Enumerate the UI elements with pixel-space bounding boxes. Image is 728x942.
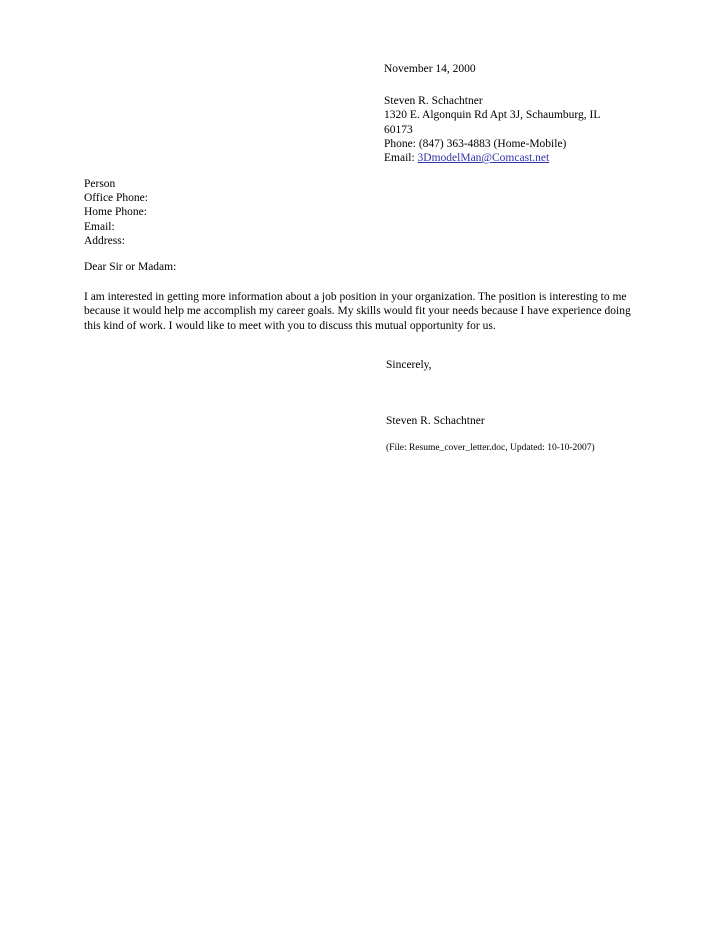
letter-date: November 14, 2000: [384, 63, 476, 75]
sender-email-label: Email:: [384, 152, 415, 165]
recipient-office-phone: Office Phone:: [84, 192, 148, 205]
signature-name: Steven R. Schachtner: [386, 415, 485, 427]
sender-phone: Phone: (847) 363-4883 (Home-Mobile): [384, 137, 567, 150]
file-note: (File: Resume_cover_letter.doc, Updated: 10-10-2007): [386, 443, 595, 453]
recipient-address: Address:: [84, 234, 125, 247]
recipient-block: [84, 177, 148, 248]
sender-email-line: [384, 151, 684, 165]
sender-name: Steven R. Schachtner: [384, 95, 483, 108]
recipient-home-phone: Home Phone:: [84, 206, 147, 219]
body-paragraph: I am interested in getting more information about a job position in your organization. The position is interesting to me because it would help me accomplish my career goals. My skills would fit your needs because I have experience doing this kind of work. I would like to meet with you to discuss this mutual opportunity for us.: [84, 291, 631, 332]
recipient-person: Person: [84, 178, 116, 190]
recipient-email: Email:: [84, 220, 115, 233]
sender-address: 1320 E. Algonquin Rd Apt 3J, Schaumburg, IL 60173: [384, 109, 600, 136]
salutation: Dear Sir or Madam:: [84, 261, 177, 273]
closing-sincerely: Sincerely,: [386, 359, 432, 371]
sender-block: [384, 62, 684, 165]
sender-email-link[interactable]: 3DmodelMan@Comcast.net: [417, 152, 550, 165]
